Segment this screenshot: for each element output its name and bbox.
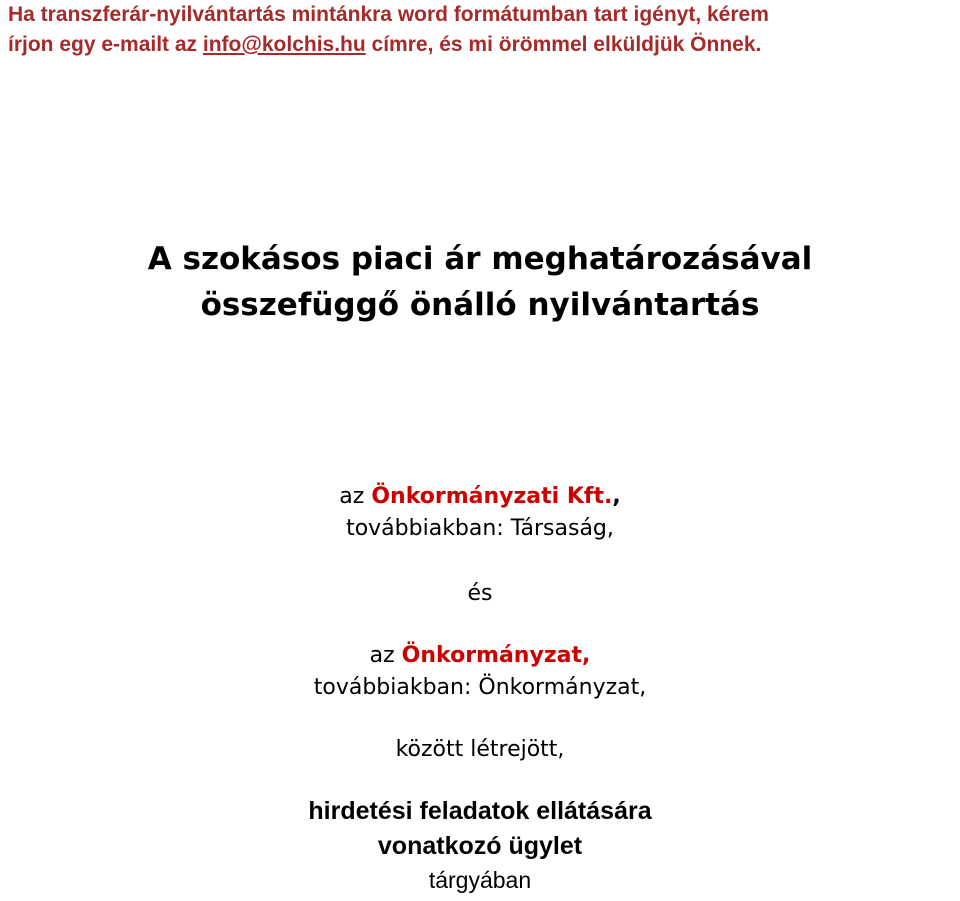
party-1-name: Önkormányzati Kft. <box>371 484 613 509</box>
document-title <box>0 236 960 328</box>
notice-line-1: Ha transzferár-nyilvántartás mintánkra word formátumban tart igényt, kérem <box>8 3 769 26</box>
subject-line-1: hirdetési feladatok ellátására <box>308 797 652 825</box>
party-2-prefix: az <box>369 643 402 668</box>
party-2-name: Önkormányzat, <box>401 643 591 668</box>
subject-line-3: tárgyában <box>428 867 532 893</box>
title-line-1: A szokásos piaci ár meghatározásával <box>147 241 813 277</box>
notice-line-2-prefix: írjon egy e-mailt az <box>8 33 203 56</box>
subject-line-2: vonatkozó ügylet <box>377 832 583 860</box>
email-link[interactable]: info@kolchis.hu <box>202 33 366 56</box>
between-text: között létrejött, <box>395 737 565 762</box>
download-notice <box>8 0 958 60</box>
conjunction <box>0 578 960 610</box>
party-1-name-line <box>0 481 960 513</box>
party-1-suffix: , <box>612 484 621 509</box>
title-line-2: összefüggő önálló nyilvántartás <box>200 287 760 323</box>
party-2 <box>0 640 960 704</box>
party-2-alias: továbbiakban: Önkormányzat, <box>313 675 647 700</box>
conjunction-text: és <box>467 581 493 606</box>
subject-block <box>0 794 960 897</box>
party-1 <box>0 481 960 545</box>
notice-line-2-suffix: címre, és mi örömmel elküldjük Önnek. <box>365 33 762 56</box>
party-2-name-line <box>0 640 960 672</box>
party-1-prefix: az <box>339 484 372 509</box>
between-clause <box>0 734 960 766</box>
notice-line-2 <box>8 30 958 60</box>
party-1-alias: továbbiakban: Társaság, <box>346 516 614 541</box>
